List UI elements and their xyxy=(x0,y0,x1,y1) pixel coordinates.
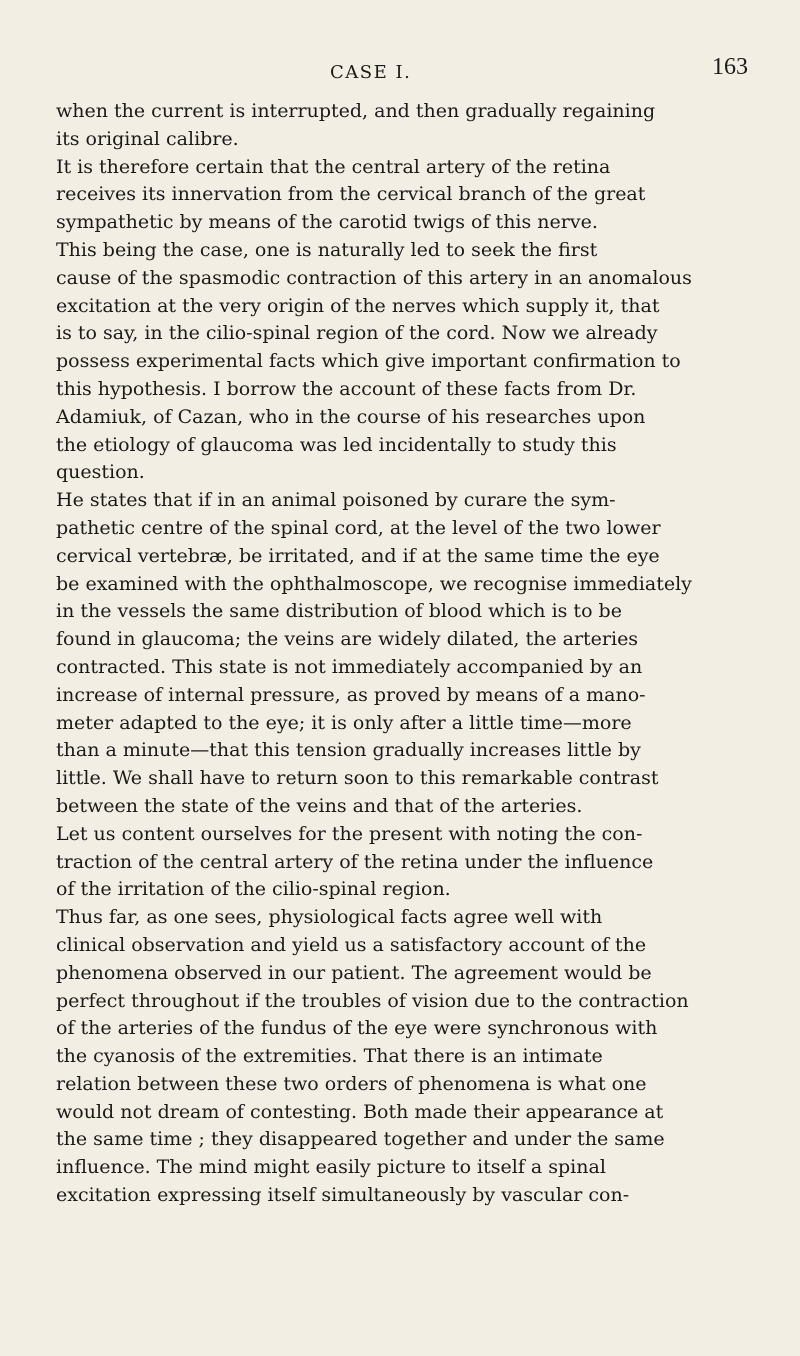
text-line: excitation at the very origin of the nerves which supply it, that xyxy=(56,294,660,317)
text-line: be examined with the ophthalmoscope, we recognise immediately xyxy=(56,572,692,595)
text-line: this hypothesis. I borrow the account of these facts from Dr. xyxy=(56,377,637,400)
chapter-heading: CASE I. xyxy=(330,62,412,83)
text-line: clinical observation and yield us a satisfactory account of the xyxy=(56,933,647,956)
text-line: between the state of the veins and that of the arteries. xyxy=(56,794,583,817)
text-line: meter adapted to the eye; it is only after a little time—more xyxy=(56,711,632,734)
text-line: Let us content ourselves for the present with noting the con- xyxy=(56,822,643,845)
text-line: of the arteries of the fundus of the eye were synchronous with xyxy=(56,1017,658,1040)
text-line: excitation expressing itself simultaneously by vascular con- xyxy=(56,1184,630,1207)
text-line: question. xyxy=(56,461,145,484)
text-line: phenomena observed in our patient. The agreement would be xyxy=(56,961,652,984)
text-line: little. We shall have to return soon to this remarkable contrast xyxy=(56,767,659,790)
text-line: Adamiuk, of Cazan, who in the course of his researches upon xyxy=(56,405,646,428)
text-line: sympathetic by means of the carotid twigs of this nerve. xyxy=(56,211,598,234)
text-line: pathetic centre of the spinal cord, at the level of the two lower xyxy=(56,516,661,539)
text-line: It is therefore certain that the central artery of the retina xyxy=(56,155,611,178)
text-line: receives its innervation from the cervical branch of the great xyxy=(56,183,646,206)
text-line: than a minute—that this tension gradually increases little by xyxy=(56,739,641,762)
text-line: when the current is interrupted, and then gradually regaining xyxy=(56,100,656,122)
text-line: perfect throughout if the troubles of vision due to the contraction xyxy=(56,989,689,1012)
text-line: its original calibre. xyxy=(56,127,239,150)
text-line: cause of the spasmodic contraction of this artery in an anomalous xyxy=(56,266,692,289)
text-line: influence. The mind might easily picture to itself a spinal xyxy=(56,1156,606,1179)
text-line: This being the case, one is naturally led to seek the first xyxy=(56,238,598,261)
text-line: is to say, in the cilio-spinal region of the cord. Now we already xyxy=(56,322,658,345)
text-line: possess experimental facts which give important confirmation to xyxy=(56,350,681,373)
text-line: He states that if in an animal poisoned by curare the sym- xyxy=(56,489,616,512)
page-number: 163 xyxy=(712,54,748,80)
text-line: the same time ; they disappeared together and under the same xyxy=(56,1128,665,1151)
text-line: found in glaucoma; the veins are widely dilated, the arteries xyxy=(56,628,639,651)
text-line: of the irritation of the cilio-spinal region. xyxy=(56,878,451,901)
text-line: would not dream of contesting. Both made their appearance at xyxy=(56,1100,664,1123)
text-line: traction of the central artery of the retina under the influence xyxy=(56,850,654,873)
text-line: Thus far, as one sees, physiological facts agree well with xyxy=(56,906,603,929)
body-text xyxy=(56,98,782,1210)
text-line: cervical vertebræ, be irritated, and if at the same time the eye xyxy=(56,544,660,567)
text-line: in the vessels the same distribution of blood which is to be xyxy=(56,600,622,623)
text-line: increase of internal pressure, as proved by means of a mano- xyxy=(56,683,646,706)
text-line: contracted. This state is not immediately accompanied by an xyxy=(56,655,643,678)
text-line: the etiology of glaucoma was led incidentally to study this xyxy=(56,433,617,456)
running-head xyxy=(0,54,800,94)
text-line: relation between these two orders of phenomena is what one xyxy=(56,1072,647,1095)
text-line: the cyanosis of the extremities. That there is an intimate xyxy=(56,1045,603,1068)
